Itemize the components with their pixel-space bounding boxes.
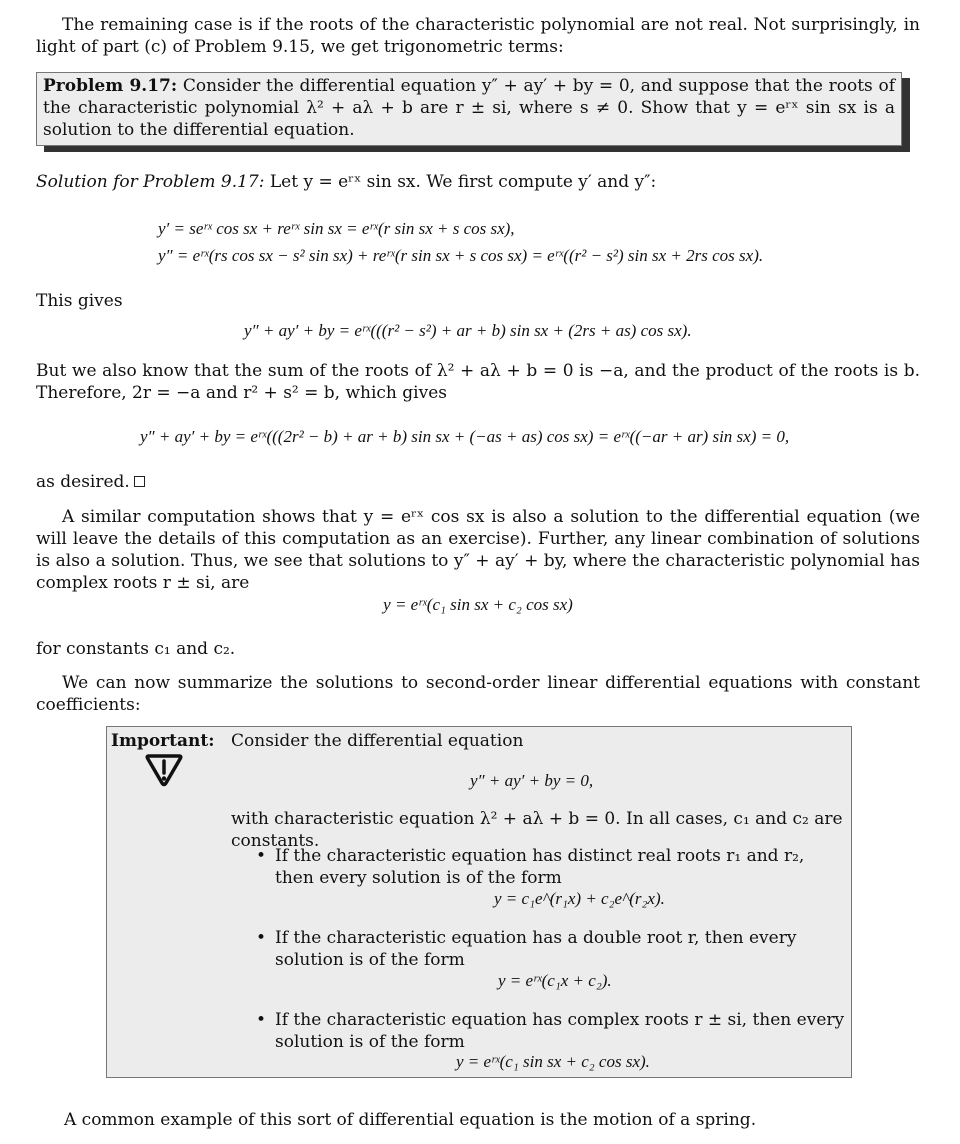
intro-paragraph: The remaining case is if the roots of the characteristic polynomial are not real. Not surprisingly, in light of part (c) of Problem 9.15, we get trigonometric terms: — [36, 15, 920, 57]
summary-lead: We can now summarize the solutions to second-order linear differential equations with constant coefficients: — [36, 673, 920, 715]
bullet-complex-equation: y = eʳˣ(c₁ sin sx + c₂ cos sx). — [456, 1052, 650, 1071]
this-gives-text: This gives — [36, 291, 123, 311]
equation-final: y″ + ay′ + by = eʳˣ(((2r² − b) + ar + b) sin sx + (−as + as) cos sx) = eʳˣ((−ar + ar) sin sx) = 0, — [140, 427, 790, 446]
important-intro: Consider the differential equation — [231, 731, 524, 751]
bullet-icon: • — [256, 1010, 267, 1030]
closing-sentence: A common example of this sort of differential equation is the motion of a spring. — [64, 1110, 757, 1130]
bullet-double-equation: y = eʳˣ(c₁x + c₂). — [498, 971, 612, 990]
equation-combined: y″ + ay′ + by = eʳˣ(((r² − s²) + ar + b) sin sx + (2rs + as) cos sx). — [244, 321, 692, 340]
solution-lead-line — [36, 171, 920, 193]
bullet-distinct-equation: y = c₁e^(r₁x) + c₂e^(r₂x). — [494, 889, 665, 908]
warning-icon — [144, 752, 184, 788]
for-constants-text: for constants c₁ and c₂. — [36, 639, 236, 659]
equation-y-double-prime: y″ = eʳˣ(rs cos sx − s² sin sx) + reʳˣ(r sin sx + s cos sx) = eʳˣ((r² − s²) sin sx + 2rs cos sx). — [158, 246, 764, 265]
similar-paragraph: A similar computation shows that y = eʳˣ cos sx is also a solution to the differential equation (we will leave the details of this computation as an exercise). Further, any linear combination of solutions is also a solution. Thus, we see that solutions to y″ + ay′ + by, where the characteristic polynomial has complex roots r ± si, are — [36, 507, 920, 593]
qed-square-icon — [134, 476, 145, 487]
bullet-distinct-roots: • If the characteristic equation has distinct real roots r₁ and r₂, then every solution is of the form — [256, 846, 805, 888]
problem-text: Consider the differential equation y″ + ay′ + by = 0, and suppose that the roots of the characteristic polynomial λ² + aλ + b are r ± si, where s ≠ 0. Show that y = eʳˣ sin sx is a solution to the differential equation. — [43, 76, 896, 140]
solution-label: Solution for Problem 9.17: — [36, 172, 265, 192]
equation-y-prime: y′ = seʳˣ cos sx + reʳˣ sin sx = eʳˣ(r sin sx + s cos sx), — [158, 219, 515, 238]
roots-paragraph: But we also know that the sum of the roots of λ² + aλ + b = 0 is −a, and the product of the roots is b. Therefore, 2r = −a and r² + s² = b, which gives — [36, 361, 920, 403]
solution-lead: Let y = eʳˣ sin sx. We first compute y′ and y″: — [269, 172, 657, 192]
important-char-line: with characteristic equation λ² + aλ + b = 0. In all cases, c₁ and c₂ are constants. — [231, 809, 843, 851]
bullet-icon: • — [256, 846, 267, 866]
important-label: Important: — [111, 731, 215, 751]
problem-box — [36, 72, 902, 146]
bullet-icon: • — [256, 928, 267, 948]
general-solution-equation: y = eʳˣ(c₁ sin sx + c₂ cos sx) — [383, 595, 573, 614]
problem-label: Problem 9.17: — [43, 76, 178, 96]
bullet-complex-roots: • If the characteristic equation has complex roots r ± si, then every solution is of the form — [256, 1010, 845, 1052]
as-desired-line — [36, 471, 920, 493]
important-equation: y″ + ay′ + by = 0, — [470, 771, 594, 790]
bullet-double-root: • If the characteristic equation has a double root r, then every solution is of the form — [256, 928, 797, 970]
as-desired-text: as desired. — [36, 472, 130, 492]
